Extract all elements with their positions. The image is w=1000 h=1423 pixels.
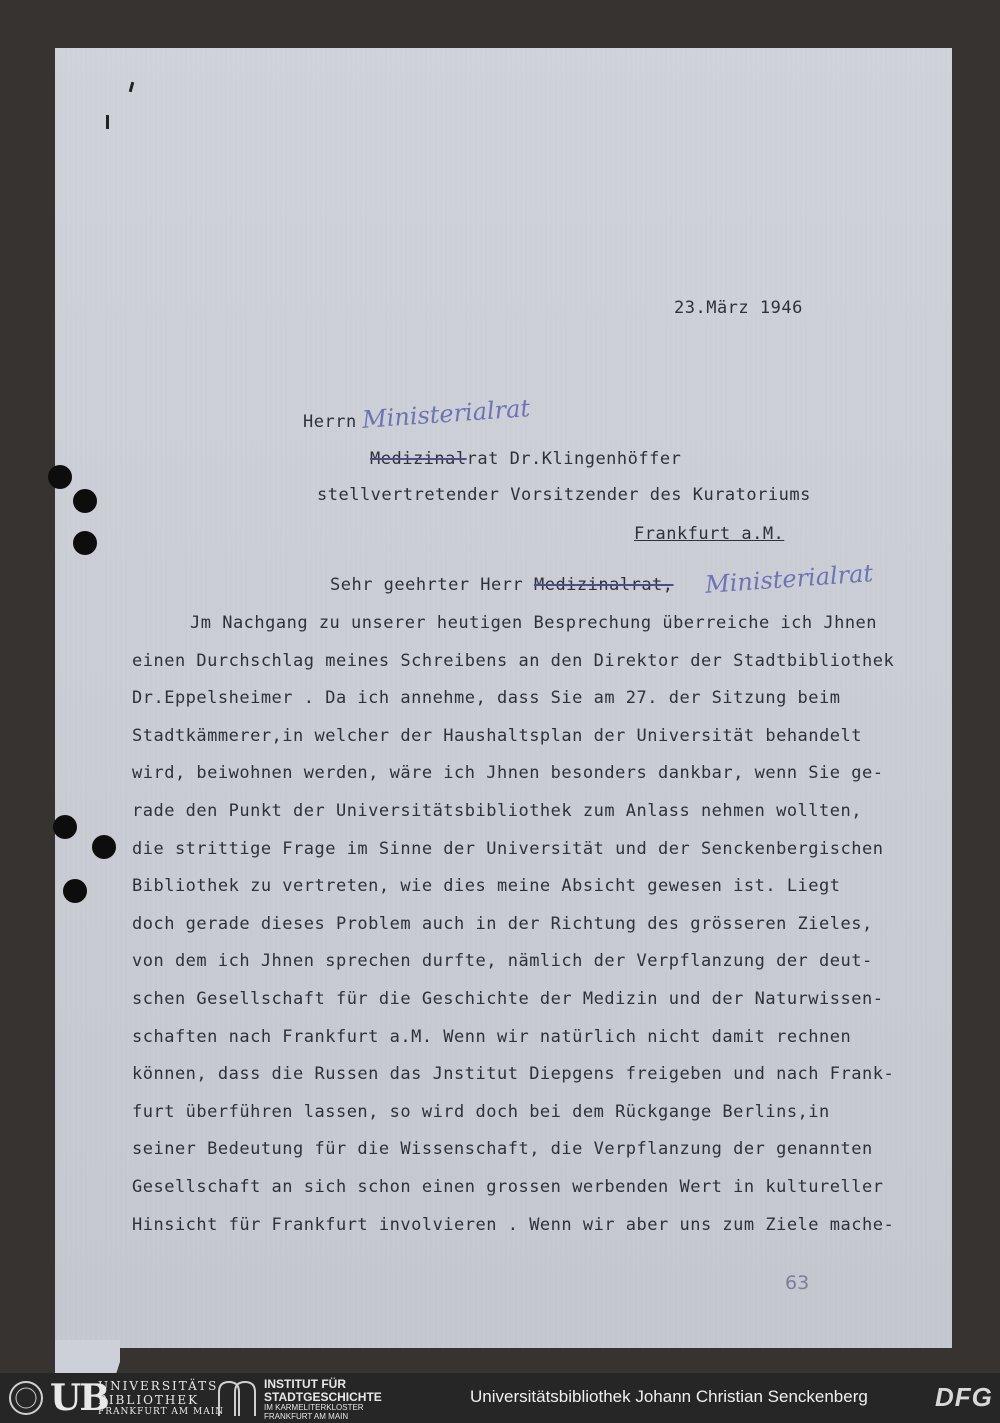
footer-center-text: Universitätsbibliothek Johann Christian Senckenberg	[470, 1387, 868, 1406]
punch-hole	[92, 835, 116, 859]
margin-mark	[106, 115, 109, 129]
ub-logo-mark: UB	[50, 1377, 108, 1419]
recipient-name	[370, 449, 681, 469]
greeting-prefix: Sehr geehrter Herr	[330, 575, 534, 595]
body-line: Hinsicht für Frankfurt involvieren . Wenn wir aber uns zum Ziele mache-	[132, 1215, 895, 1235]
ub-name-line-3: FRANKFURT AM MAIN	[98, 1407, 225, 1417]
handwritten-title-correction: Ministerialrat	[361, 394, 531, 434]
isg-line-2: STADTGESCHICHTE	[264, 1390, 382, 1404]
body-line: Bibliothek zu vertreten, wie dies meine Absicht gewesen ist. Liegt	[132, 876, 841, 896]
body-line: einen Durchschlag meines Schreibens an den Direktor der Stadtbibliothek	[132, 651, 895, 671]
body-line: Dr.Eppelsheimer . Da ich annehme, dass Sie am 27. der Sitzung beim	[132, 688, 841, 708]
handwritten-greeting-correction: Ministerialrat	[704, 559, 874, 599]
dfg-logo: DFG	[935, 1382, 993, 1412]
body-line: Jm Nachgang zu unserer heutigen Besprechung überreiche ich Jhnen	[190, 613, 878, 633]
punch-hole	[73, 489, 97, 513]
punch-hole	[73, 531, 97, 555]
recipient-city: Frankfurt a.M.	[634, 524, 785, 544]
ub-name-line-2: BIBLIOTHEK	[98, 1393, 200, 1407]
body-line: Stadtkämmerer,in welcher der Haushaltsplan der Universität behandelt	[132, 726, 862, 746]
body-line: schen Gesellschaft für die Geschichte der Medizin und der Naturwissen-	[132, 989, 884, 1009]
punch-hole	[53, 815, 77, 839]
recipient-name-text: rat Dr.Klingenhöffer	[466, 449, 682, 469]
ub-name-line-1: UNIVERSITÄTS	[98, 1379, 219, 1393]
recipient-position: stellvertretender Vorsitzender des Kuratoriums	[317, 485, 811, 505]
punch-hole	[63, 879, 87, 903]
body-line: die strittige Frage im Sinne der Universität und der Senckenbergischen	[132, 839, 884, 859]
karmeliterkloster-icon	[215, 1378, 259, 1418]
isg-line-3: IM KARMELITERKLOSTER	[264, 1403, 364, 1412]
letter-date: 23.März 1946	[674, 298, 803, 318]
body-line: können, dass die Russen das Jnstitut Diepgens freigeben und nach Frank-	[132, 1064, 895, 1084]
greeting-struck-title: Medizinalrat,	[533, 575, 674, 595]
recipient-salutation: Herrn	[303, 412, 357, 432]
punch-hole	[48, 465, 72, 489]
body-line: Gesellschaft an sich schon einen grossen werbenden Wert in kultureller	[132, 1177, 884, 1197]
body-line: schaften nach Frankfurt a.M. Wenn wir natürlich nicht damit rechnen	[132, 1027, 852, 1047]
body-line: wird, beiwohnen werden, wäre ich Jhnen besonders dankbar, wenn Sie ge-	[132, 763, 884, 783]
body-line: rade den Punkt der Universitätsbibliothek zum Anlass nehmen wollten,	[132, 801, 862, 821]
greeting	[330, 575, 674, 595]
body-line: furt überführen lassen, so wird doch bei dem Rückgange Berlins,in	[132, 1102, 830, 1122]
body-line: von dem ich Jhnen sprechen durfte, nämlich der Verpflanzung der deut-	[132, 951, 873, 971]
body-line: doch gerade dieses Problem auch in der Richtung des grösseren Zieles,	[132, 914, 873, 934]
isg-line-1: INSTITUT FÜR	[264, 1377, 346, 1391]
isg-line-4: FRANKFURT AM MAIN	[264, 1412, 349, 1421]
seal-icon	[6, 1378, 46, 1418]
body-line: seiner Bedeutung für die Wissenschaft, die Verpflanzung der genannten	[132, 1139, 873, 1159]
struck-title: Medizinal	[370, 449, 467, 469]
footer-bar	[0, 1373, 1000, 1423]
page-number: 63	[785, 1272, 810, 1294]
